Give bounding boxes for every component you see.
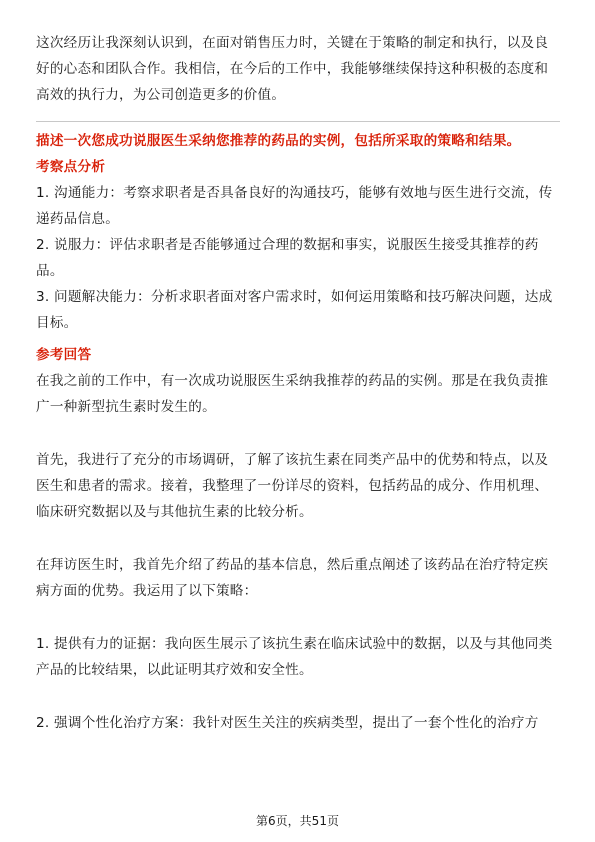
answer-heading: 参考回答: [36, 347, 92, 363]
answer-paragraph: 1. 提供有力的证据：我向医生展示了该抗生素在临床试验中的数据，以及与其他同类产品的比较结果，以此证明其疗效和安全性。: [36, 636, 553, 678]
analysis-item: 3. 问题解决能力：分析求职者面对客户需求时，如何运用策略和技巧解决问题，达成目标。: [36, 289, 553, 331]
paragraph-gap: [36, 420, 560, 447]
analysis-item: 1. 沟通能力：考察求职者是否具备良好的沟通技巧，能够有效地与医生进行交流，传递药品信息。: [36, 185, 553, 227]
answer-paragraph: 在我之前的工作中，有一次成功说服医生采纳我推荐的药品的实例。那是在我负责推广一种新型抗生素时发生的。: [36, 373, 549, 415]
analysis-item: 2. 说服力：评估求职者是否能够通过合理的数据和事实，说服医生接受其推荐的药品。: [36, 237, 539, 279]
section-divider: [36, 121, 560, 122]
paragraph-gap: [36, 604, 560, 631]
page-number: 第6页，共51页: [256, 814, 339, 828]
answer-paragraph: 首先，我进行了充分的市场调研，了解了该抗生素在同类产品中的优势和特点，以及医生和患者的需求。接着，我整理了一份详尽的资料，包括药品的成分、作用机理、临床研究数据以及与其他抗生素的比较分析。: [36, 452, 549, 520]
answer-paragraph: 在拜访医生时，我首先介绍了药品的基本信息，然后重点阐述了该药品在治疗特定疾病方面的优势。我运用了以下策略：: [36, 557, 549, 599]
answer-paragraph: 2. 强调个性化治疗方案：我针对医生关注的疾病类型，提出了一套个性化的治疗方: [36, 715, 539, 731]
paragraph-gap: [36, 683, 560, 710]
question-title: 描述一次您成功说服医生采纳您推荐的药品的实例，包括所采取的策略和结果。: [36, 133, 521, 149]
intro-paragraph: 这次经历让我深刻认识到，在面对销售压力时，关键在于策略的制定和执行，以及良好的心态和团队合作。我相信，在今后的工作中，我能够继续保持这种积极的态度和高效的执行力，为公司创造更多的价值。: [36, 35, 549, 103]
paragraph-gap: [36, 525, 560, 552]
analysis-heading: 考察点分析: [36, 159, 106, 175]
page-content: [36, 30, 560, 736]
